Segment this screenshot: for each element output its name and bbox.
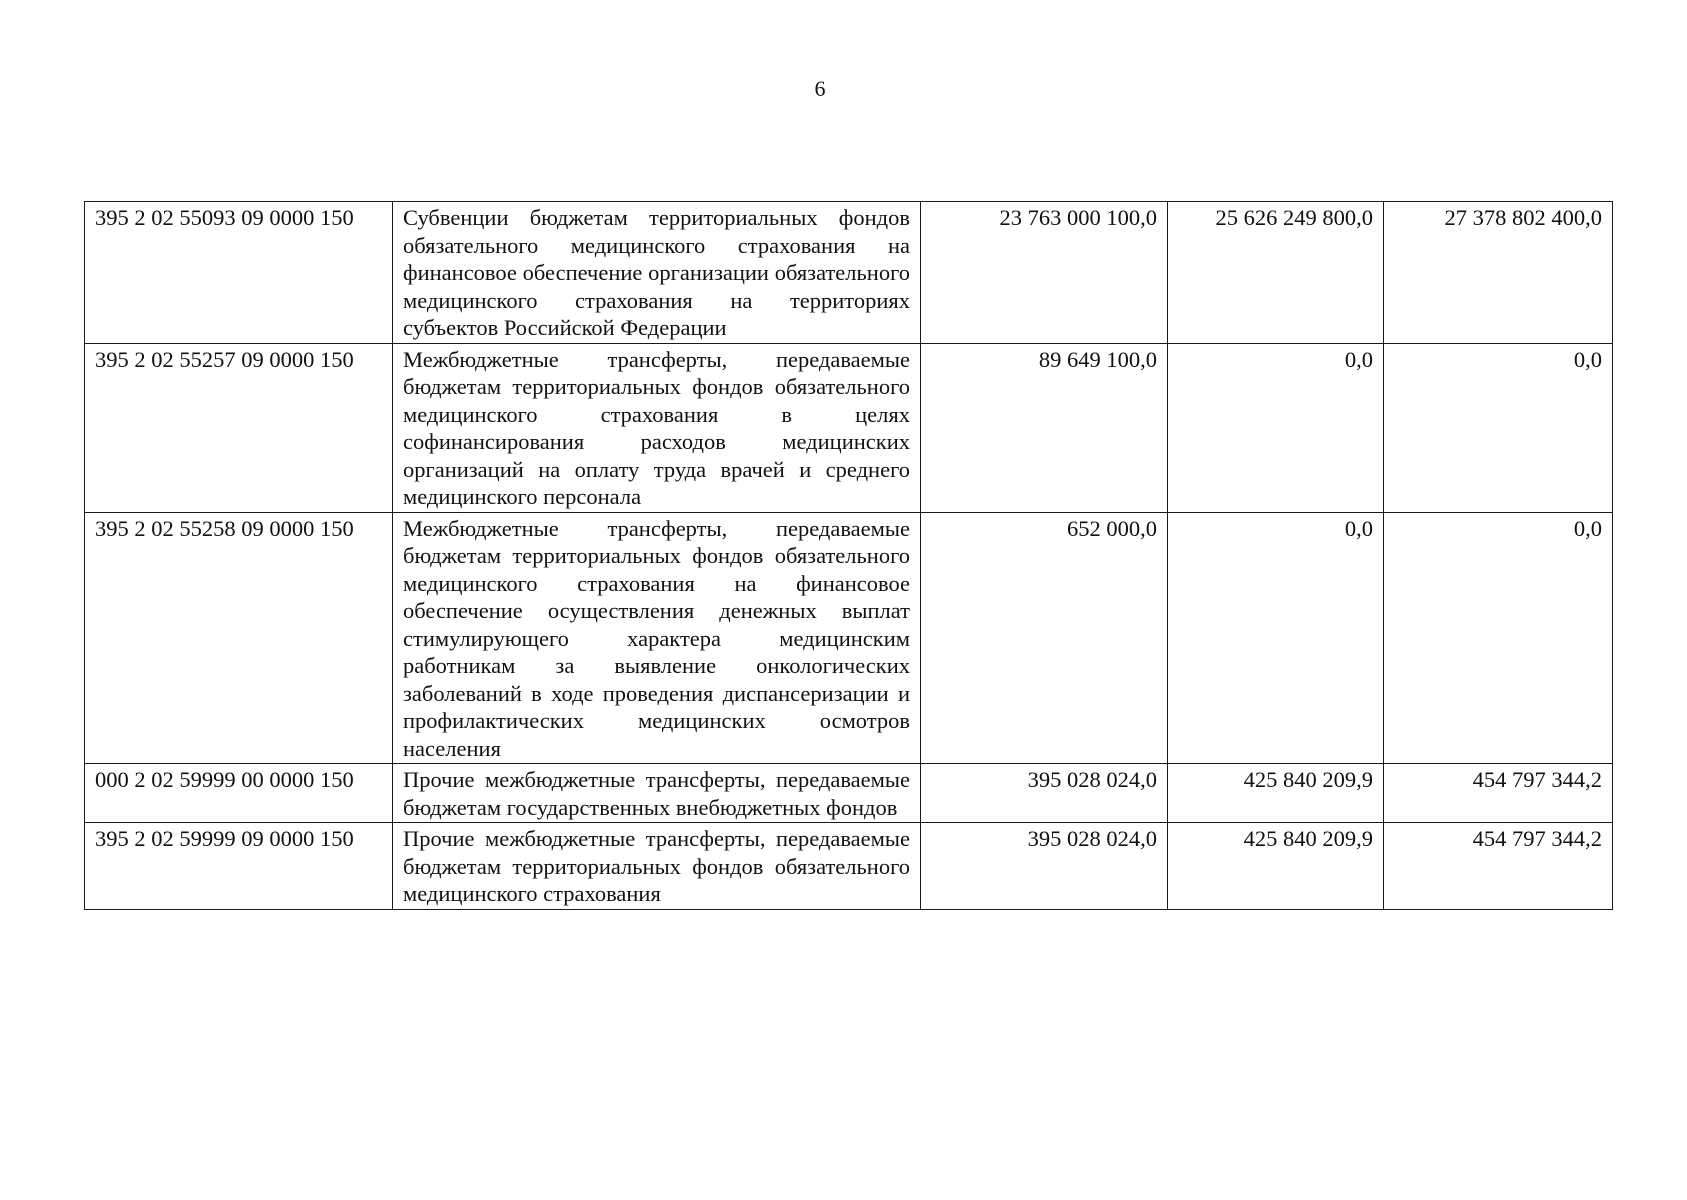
budget-code-cell: 000 2 02 59999 00 0000 150 [85, 764, 393, 823]
description-cell: Субвенции бюджетам территориальных фондов обязательного медицинского страхования на финансовое обеспечение организации обязательного медицинского страхования на территориях субъектов Российской Федерации [393, 202, 921, 344]
amount-cell-year-3: 454 797 344,2 [1384, 823, 1613, 910]
amount-cell-year-1: 89 649 100,0 [921, 343, 1168, 512]
table-row [85, 764, 1613, 823]
amount-cell-year-2: 425 840 209,9 [1168, 823, 1384, 910]
amount-cell-year-2: 0,0 [1168, 512, 1384, 764]
description-cell: Прочие межбюджетные трансферты, передаваемые бюджетам территориальных фондов обязательного медицинского страхования [393, 823, 921, 910]
description-cell: Прочие межбюджетные трансферты, передаваемые бюджетам государственных внебюджетных фондов [393, 764, 921, 823]
amount-cell-year-1: 395 028 024,0 [921, 764, 1168, 823]
budget-code-cell: 395 2 02 55258 09 0000 150 [85, 512, 393, 764]
budget-code-cell: 395 2 02 59999 09 0000 150 [85, 823, 393, 910]
budget-code-cell: 395 2 02 55257 09 0000 150 [85, 343, 393, 512]
amount-cell-year-3: 0,0 [1384, 512, 1613, 764]
amount-cell-year-1: 395 028 024,0 [921, 823, 1168, 910]
budget-code-cell: 395 2 02 55093 09 0000 150 [85, 202, 393, 344]
table-row [85, 512, 1613, 764]
amount-cell-year-3: 454 797 344,2 [1384, 764, 1613, 823]
amount-cell-year-2: 425 840 209,9 [1168, 764, 1384, 823]
amount-cell-year-1: 652 000,0 [921, 512, 1168, 764]
description-cell: Межбюджетные трансферты, передаваемые бюджетам территориальных фондов обязательного медицинского страхования на финансовое обеспечение осуществления денежных выплат стимулирующего характера медицинским работникам за выявление онкологических заболеваний в ходе проведения диспансеризации и профилактических медицинских осмотров населения [393, 512, 921, 764]
description-cell: Межбюджетные трансферты, передаваемые бюджетам территориальных фондов обязательного медицинского страхования в целях софинансирования расходов медицинских организаций на оплату труда врачей и среднего медицинского персонала [393, 343, 921, 512]
amount-cell-year-3: 0,0 [1384, 343, 1613, 512]
amount-cell-year-3: 27 378 802 400,0 [1384, 202, 1613, 344]
budget-revenue-table [84, 201, 1613, 910]
amount-cell-year-2: 25 626 249 800,0 [1168, 202, 1384, 344]
amount-cell-year-2: 0,0 [1168, 343, 1384, 512]
table-row [85, 202, 1613, 344]
table-row [85, 823, 1613, 910]
amount-cell-year-1: 23 763 000 100,0 [921, 202, 1168, 344]
table-row [85, 343, 1613, 512]
page-number: 6 [814, 76, 826, 101]
